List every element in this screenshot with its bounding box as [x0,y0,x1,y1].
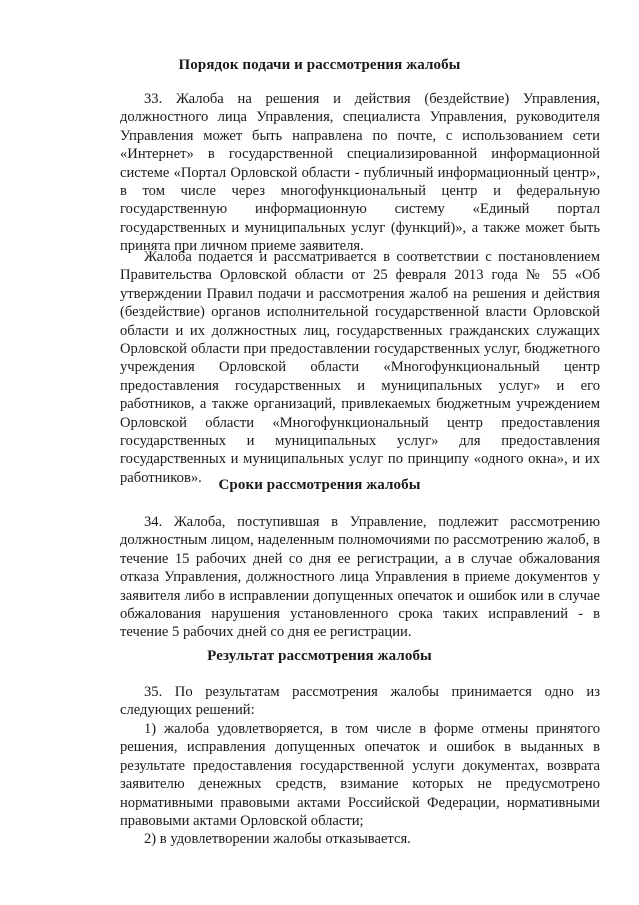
decision-option-2: 2) в удовлетворении жалобы отказывается. [144,831,411,847]
section-heading-complaint-procedure: Порядок подачи и рассмотрения жалобы [178,57,461,73]
decision-option-1: 1) жалоба удовлетворяется, в том числе в форме отмены принятого решения, исправления допущенных опечаток и ошибок в выданных в результате предоставления государственной услуги документах, возврата заявителю денежных средств, взимание которых не предусмотрено нормативными правовыми актами Российской Федерации, нормативными правовыми актами Орловской области; [120,721,600,830]
section-heading-review-result: Результат рассмотрения жалобы [207,648,432,664]
paragraph-complaint-filing-rules: Жалоба подается и рассматривается в соответствии с постановлением Правительства Орловской области от 25 февраля 2013 года № 55 «Об утверждении Правил подачи и рассмотрения жалоб на решения и действия (бездействие) органов исполнительной государственной власти Орловской области и их должностных лиц, государственных гражданских служащих Орловской области при предоставлении государственных услуг, бюджетного учреждения Орловской области «Многофункциональный центр предоставления государственных и муниципальных услуг» и его работников, а также организаций, привлекаемых бюджетным учреждением Орловской области «Многофункциональный центр предоставления государственных и муниципальных услуг» для предоставления государственных и муниципальных услуг по принципу «одного окна», и их работников». [120,249,600,486]
section-heading-review-terms: Сроки рассмотрения жалобы [218,477,421,493]
paragraph-35: 35. По результатам рассмотрения жалобы принимается одно из следующих решений: [120,684,600,719]
paragraph-34: 34. Жалоба, поступившая в Управление, подлежит рассмотрению должностным лицом, наделенным полномочиями по рассмотрению жалоб, в течение 15 рабочих дней со дня ее регистрации, а в случае обжалования отказа Управления, должностного лица Управления в приеме документов у заявителя либо в исправлении допущенных опечаток и ошибок или в случае обжалования нарушения установленного срока таких исправлений - в течение 5 рабочих дней со дня ее регистрации. [120,514,600,641]
paragraph-33: 33. Жалоба на решения и действия (бездействие) Управления, должностного лица Управления, специалиста Управления, руководителя Управления может быть направлена по почте, с использованием сети «Интернет» в государственной специализированной информационной системе «Портал Орловской области - публичный информационный центр», в том числе через многофункциональный центр и федеральную государственную информационную систему «Единый портал государственных и муниципальных услуг (функций)», а также может быть принята при личном приеме заявителя. [120,91,600,255]
